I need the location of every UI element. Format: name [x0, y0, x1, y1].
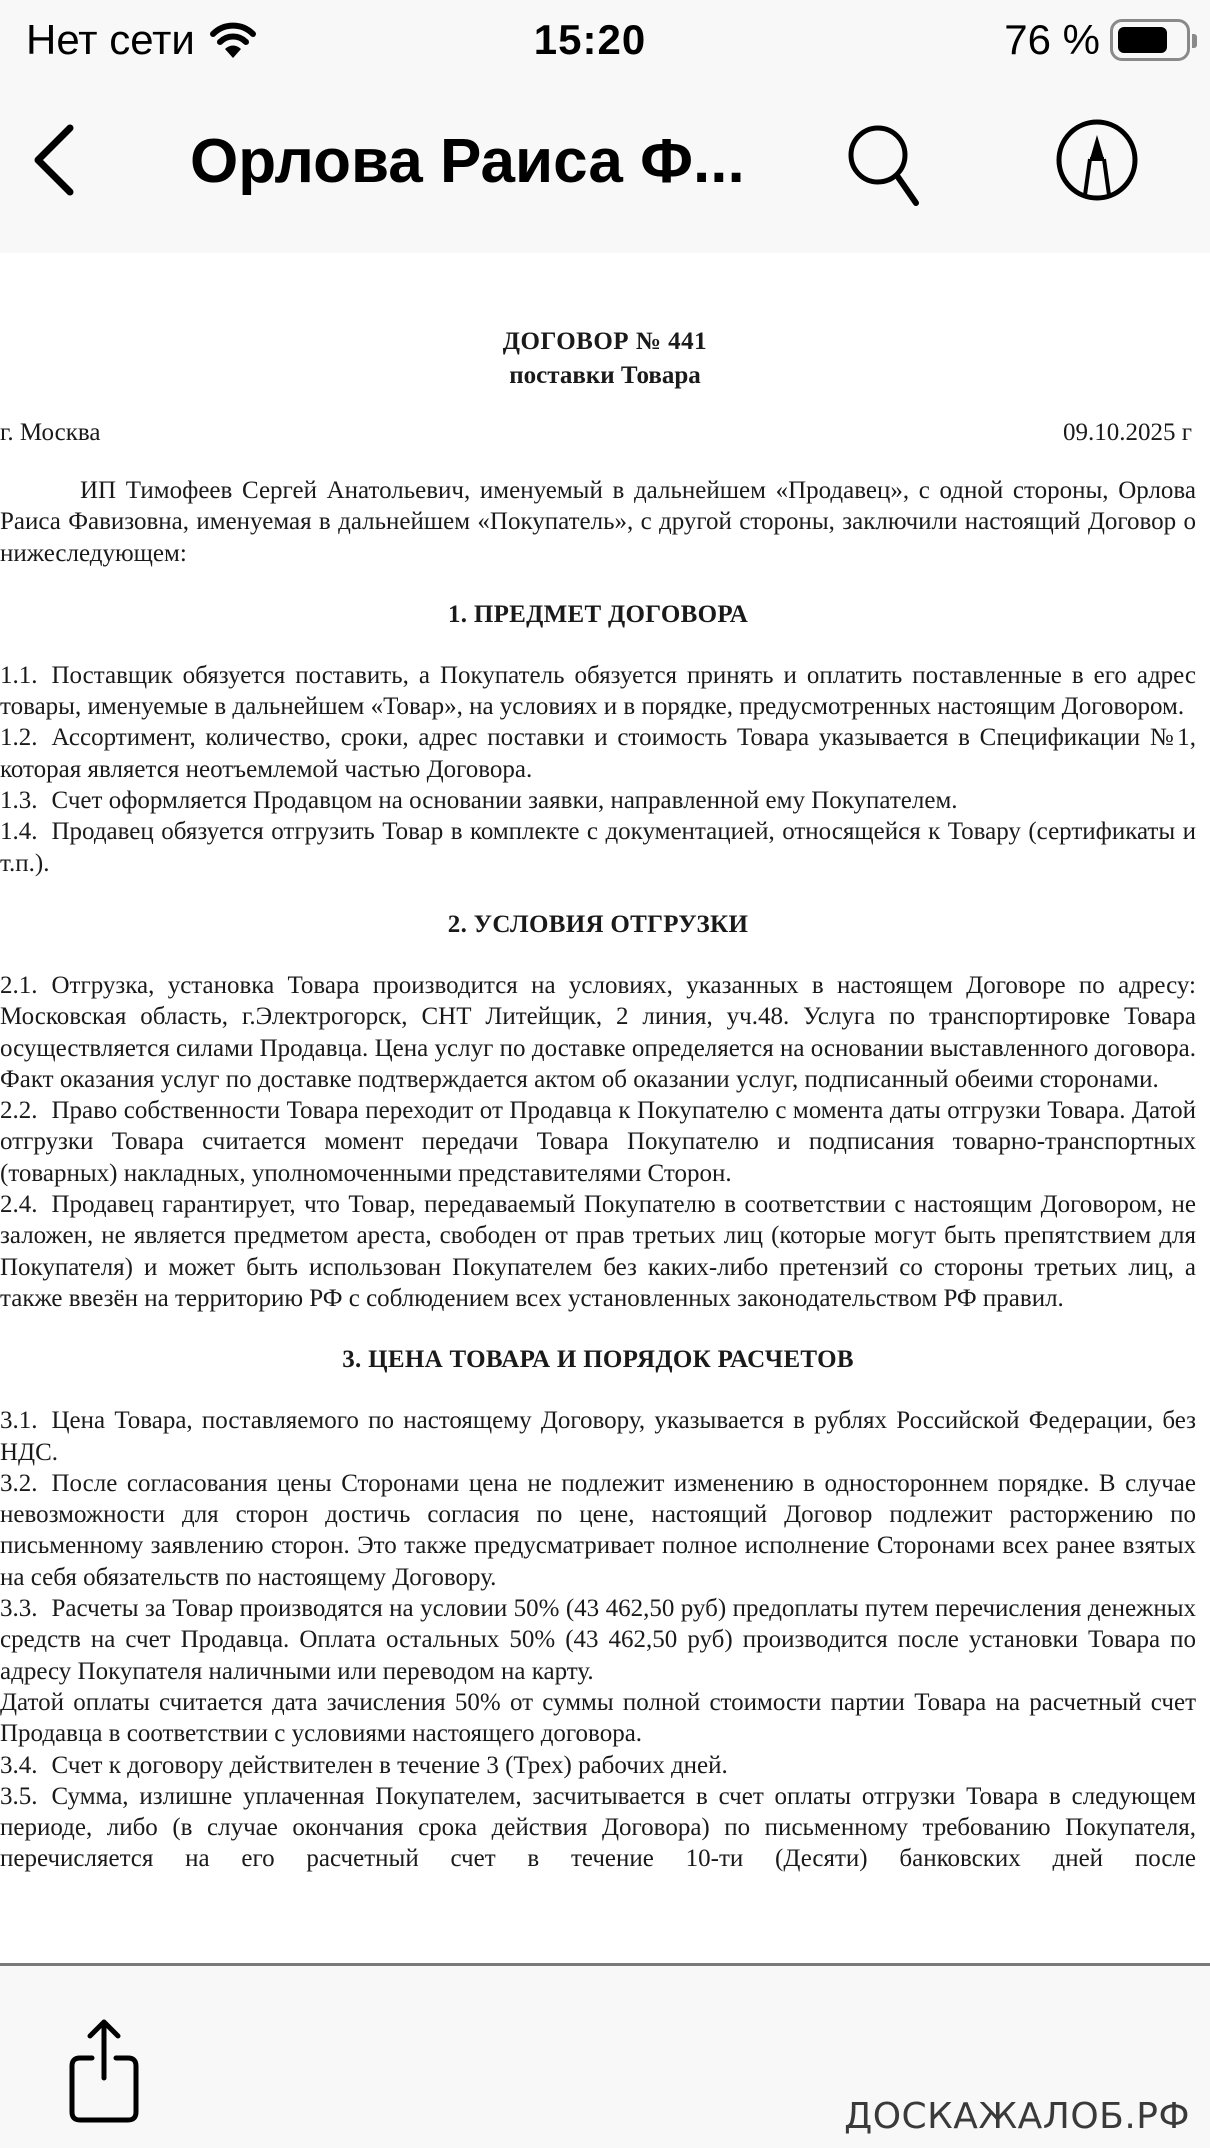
clause — [0, 1781, 1196, 1875]
share-button[interactable] — [66, 2016, 142, 2126]
navigation-bar — [0, 80, 1210, 245]
watermark: ДОСКАЖАЛОБ.РФ — [844, 2096, 1190, 2137]
clause-number: 3.4. — [0, 1751, 38, 1779]
clause — [0, 1189, 1196, 1314]
clause-text: Датой оплаты считается дата зачисления 50% от суммы полной стоимости партии Товара на расчетный счет Продавца в соответствии с условиями настоящего договора. — [0, 1688, 1196, 1748]
clause-text: Продавец обязуется отгрузить Товар в комплекте с документацией, относящейся к Товару (сертификаты и т.п.). — [0, 818, 1196, 877]
bottom-toolbar — [0, 1963, 1210, 2148]
status-battery — [1004, 14, 1190, 66]
network-status-label: Нет сети — [26, 16, 195, 63]
contract-title: ДОГОВОР № 441 — [502, 328, 708, 355]
clause-text: Сумма, излишне уплаченная Покупателем, засчитывается в счет оплаты отгрузки Товара в следующем периоде, либо (в случае окончания срока действия Договора) по письменному требованию Покупателя, перечисляется на его расчетный счет в течение 10-ти (Десяти) банковских дней после — [0, 1782, 1196, 1873]
clause — [0, 1468, 1196, 1593]
clause-number: 3.5. — [0, 1782, 38, 1810]
clause — [0, 1687, 1196, 1750]
document-title: Орлова Раиса Ф... — [190, 127, 745, 196]
section-heading: 1. ПРЕДМЕТ ДОГОВОРА — [447, 600, 749, 628]
clause — [0, 660, 1196, 723]
clause-text: Продавец гарантирует, что Товар, передаваемый Покупателю в соответствии с настоящим Договором, не заложен, не является предметом ареста, свободен от прав третьих лиц (которые могут быть препятствием для Покупателя) и может быть использован Покупателем без каких-либо претензий со стороны третьих лиц, а также ввезён на территорию РФ с соблюдением всех установленных законодательством РФ правил. — [0, 1191, 1196, 1312]
clause-text: Счет к договору действителен в течение 3 (Трех) рабочих дней. — [51, 1751, 728, 1779]
clause-number: 3.2. — [0, 1469, 38, 1497]
document-page[interactable] — [0, 253, 1210, 1963]
contract-place: г. Москва — [0, 419, 101, 446]
back-button[interactable] — [26, 120, 86, 200]
clause-number: 2.2. — [0, 1097, 38, 1125]
clause-number: 1.2. — [0, 724, 38, 752]
clause — [0, 785, 1196, 816]
clause — [0, 970, 1196, 1095]
clause-text: Поставщик обязуется поставить, а Покупатель обязуется принять и оплатить поставленные в его адрес товары, именуемые в дальнейшем «Товар», на условиях и в порядке, предусмотренных настоящим Договором. — [0, 661, 1196, 721]
clause-text: Ассортимент, количество, сроки, адрес поставки и стоимость Товара указывается в Спецификации №1, которая является неотъемлемой частью Договора. — [0, 724, 1196, 783]
clause-text: После согласования цены Сторонами цена не подлежит изменению в одностороннем порядке. В случае невозможности для сторон достичь согласия по цене, настоящий Договор подлежит расторжению по письменному заявлению сторон. Это также предусматривает полное исполнение Сторонами всех ранее взятых на себя обязательств по настоящему Договору. — [0, 1469, 1196, 1591]
section-heading: 3. ЦЕНА ТОВАРА И ПОРЯДОК РАСЧЕТОВ — [342, 1346, 854, 1374]
clause — [0, 1405, 1196, 1468]
status-bar — [0, 0, 1210, 80]
clause-number: 3.3. — [0, 1595, 38, 1623]
document-body — [0, 475, 1196, 1875]
clause-number: 2.1. — [0, 971, 38, 999]
clause-text: Счет оформляется Продавцом на основании заявки, направленной ему Покупателем. — [51, 787, 958, 815]
chevron-left-icon — [26, 120, 86, 200]
clause-text: Отгрузка, установка Товара производится на условиях, указанных в настоящем Договоре по адресу: Московская область, г.Электрогорск, СНТ Литейщик, 2 линия, уч.48. Услуга по транспортировке Товара осуществляется силами Продавца. Цена услуг по доставке определяется на основании выставленного договора. Факт оказания услуг по доставке подтверждается актом об оказании услуг, подписанный обеими сторонами. — [0, 971, 1196, 1093]
battery-cap — [1192, 34, 1197, 48]
clause — [0, 1095, 1196, 1189]
share-icon — [66, 2016, 142, 2126]
battery-percent-label: 76 % — [1004, 16, 1100, 63]
contract-subtitle: поставки Товара — [509, 362, 701, 389]
search-button[interactable] — [840, 115, 930, 210]
battery-icon — [1110, 19, 1190, 61]
clause-number: 3.1. — [0, 1407, 38, 1435]
search-icon — [840, 115, 930, 210]
clause-number: 2.4. — [0, 1191, 38, 1219]
clause-number: 1.3. — [0, 787, 38, 815]
section-heading: 2. УСЛОВИЯ ОТГРУЗКИ — [447, 910, 749, 938]
clause-number: 1.1. — [0, 661, 38, 689]
clause — [0, 1593, 1196, 1687]
clock-label: 15:20 — [533, 16, 647, 63]
battery-fill — [1118, 27, 1167, 53]
clause-text: Право собственности Товара переходит от Продавца к Покупателю с момента даты отгрузки Товара. Датой отгрузки Товара считается момент передачи Товара Покупателю и подписания товарно-транспортных (товарных) накладных, уполномоченными представителями Сторон. — [0, 1097, 1196, 1187]
clause — [0, 722, 1196, 785]
clause-number: 1.4. — [0, 818, 38, 846]
clause-text: Цена Товара, поставляемого по настоящему Договору, указывается в рублях Российской Федерации, без НДС. — [0, 1407, 1196, 1466]
clause-text: Расчеты за Товар производятся на условии 50% (43 462,50 руб) предоплаты путем перечисления денежных средств на счет Продавца. Оплата остальных 50% (43 462,50 руб) производится после установки Товара по адресу Покупателя наличными или переводом на карту. — [0, 1595, 1196, 1685]
markup-pen-icon — [1052, 115, 1142, 205]
contract-date: 09.10.2025 г — [1062, 419, 1192, 446]
clause — [0, 1750, 1196, 1781]
clause — [0, 816, 1196, 879]
intro-paragraph: ИП Тимофеев Сергей Анатольевич, именуемый в дальнейшем «Продавец», с одной стороны, Орлова Раиса Фавизовна, именуемая в дальнейшем «Покупатель», с другой стороны, заключили настоящий Договор о нижеследующем: — [0, 477, 1196, 567]
markup-button[interactable] — [1052, 115, 1142, 205]
